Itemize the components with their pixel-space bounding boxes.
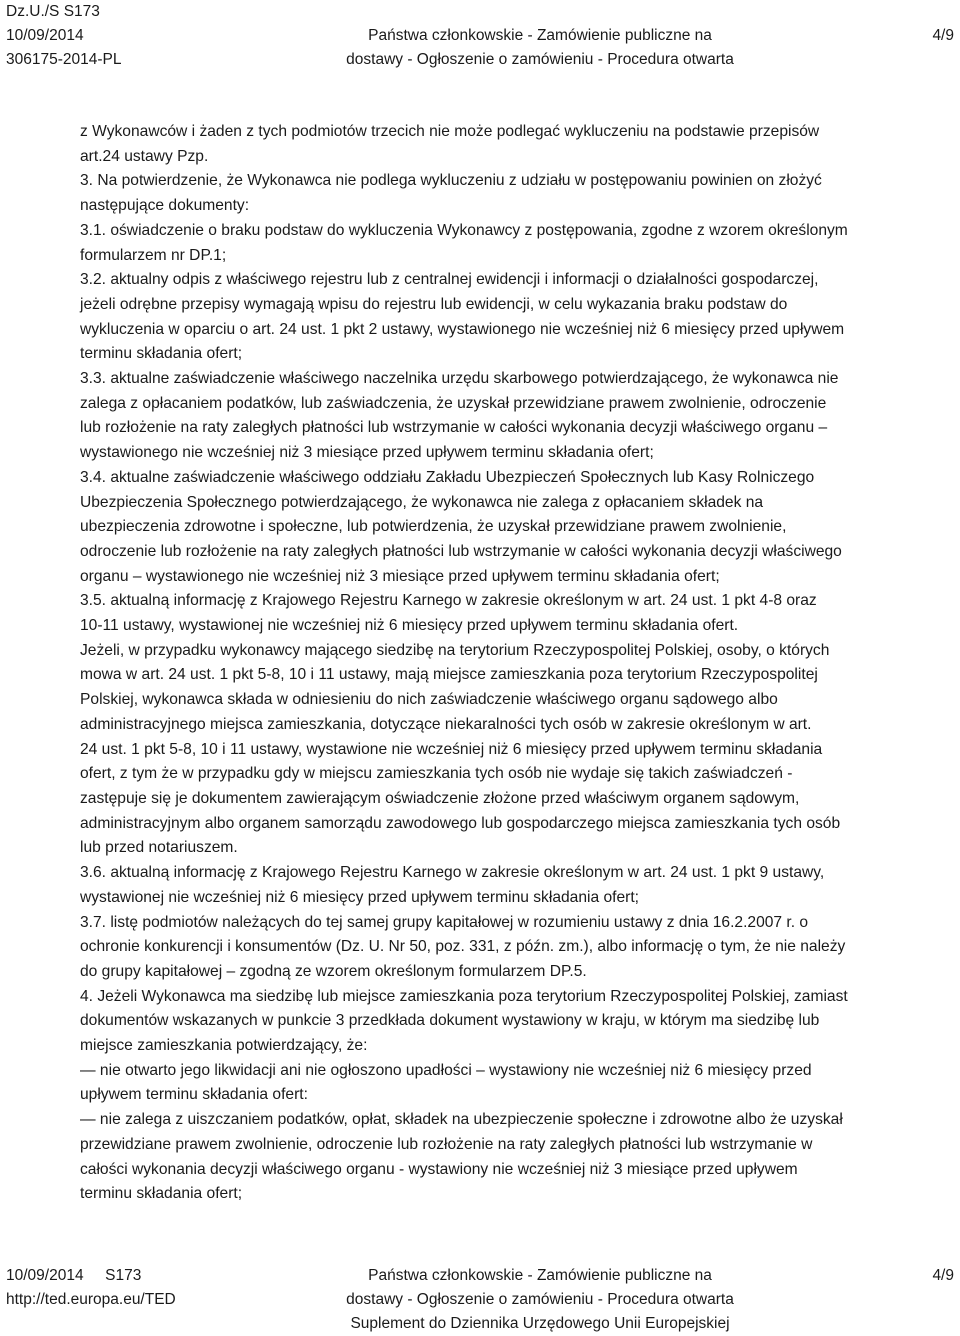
body-line: do grupy kapitałowej – zgodną ze wzorem określonym formularzem DP.5. — [80, 962, 587, 980]
body-line: wystawionego nie wcześniej niż 3 miesiące przed upływem terminu składania ofert; — [80, 444, 654, 462]
body-line: organu – wystawionego nie wcześniej niż 3 miesiące przed upływem terminu składania ofert; — [80, 567, 720, 585]
header-date: 10/09/2014 — [6, 27, 84, 44]
body-line: wystawionej nie wcześniej niż 6 miesięcy przed upływem terminu składania ofert; — [80, 888, 640, 906]
body-line: 24 ust. 1 pkt 5-8, 10 i 11 ustawy, wystawione nie wcześniej niż 6 miesięcy przed upływem terminu składania — [80, 740, 823, 758]
body-line: — nie zalega z uiszczaniem podatków, opłat, składek na ubezpieczenie społeczne i zdrowotne albo że uzyskał — [80, 1111, 843, 1129]
body-line: 4. Jeżeli Wykonawca ma siedzibę lub miejsce zamieszkania poza terytorium Rzeczypospolitej Polskiej, zamiast — [80, 987, 848, 1005]
body-line: Jeżeli, w przypadku wykonawcy mającego siedzibę na terytorium Rzeczypospolitej Polskiej, osoby, o których — [80, 641, 830, 659]
body-line: dokumentów wskazanych w punkcie 3 przedkłada dokument wystawiony w kraju, w którym ma siedzibę lub — [80, 1012, 820, 1030]
footer-title-line3: Suplement do Dziennika Urzędowego Unii Europejskiej — [350, 1315, 730, 1332]
body-line: terminu składania ofert; — [80, 345, 243, 363]
footer-date: 10/09/2014 — [6, 1267, 84, 1284]
footer-url[interactable]: http://ted.europa.eu/TED — [6, 1291, 176, 1308]
body-line: miejsce zamieszkania potwierdzający, że: — [80, 1037, 368, 1055]
body-line: przewidziane prawem zwolnienie, odroczenie lub rozłożenie na raty zaległych płatności lub wstrzymanie w — [80, 1135, 813, 1153]
document-body — [80, 120, 955, 1207]
footer-title-line2: dostawy - Ogłoszenie o zamówieniu - Procedura otwarta — [346, 1291, 734, 1308]
body-line: 10-11 ustawy, wystawionej nie wcześniej niż 6 miesięcy przed upływem terminu składania ofert. — [80, 617, 739, 635]
body-line: administracyjnym albo organem samorządu zawodowego lub gospodarczego miejsca zamieszkania tych osób — [80, 814, 841, 832]
body-line: następujące dokumenty: — [80, 197, 250, 215]
footer-title — [280, 1264, 800, 1336]
footer-left — [6, 1264, 176, 1312]
body-line: zastępuje się je dokumentem zawierającym oświadczenie złożone przed właściwym organem sądowym, — [80, 789, 800, 807]
header-ref: 306175-2014-PL — [6, 51, 122, 68]
body-line: 3.5. aktualną informację z Krajowego Rejestru Karnego w zakresie określonym w art. 24 ust. 1 pkt 4-8 oraz — [80, 592, 817, 610]
body-line: 3.1. oświadczenie o braku podstaw do wykluczenia Wykonawcy z postępowania, zgodne z wzorem określonym — [80, 221, 848, 239]
body-line: ochronie konkurencji i konsumentów (Dz. U. Nr 50, poz. 331, z późn. zm.), albo informację o tym, że nie należy — [80, 938, 846, 956]
body-line: 3. Na potwierdzenie, że Wykonawca nie podlega wykluczeniu z udziału w postępowaniu powinien on złożyć — [80, 172, 822, 190]
body-line: z Wykonawców i żaden z tych podmiotów trzecich nie może podlegać wykluczeniu na podstawie przepisów — [80, 123, 820, 140]
header-doc-id: Dz.U./S S173 — [6, 3, 100, 20]
body-line: jeżeli odrębne przepisy wymagają wpisu do rejestru lub ewidencji, w celu wykazania braku podstaw do — [80, 295, 788, 313]
header-left — [6, 0, 122, 72]
header-title-line1: Państwa członkowskie - Zamówienie publiczne na — [368, 27, 712, 44]
body-line: art.24 ustawy Pzp. — [80, 147, 209, 165]
body-line: całości wykonania decyzji właściwego organu - wystawiony nie wcześniej niż 3 miesiące przed upływem — [80, 1160, 798, 1178]
body-line: lub przed notariuszem. — [80, 839, 238, 857]
body-line: odroczenie lub rozłożenie na raty zaległych płatności lub wstrzymanie w całości wykonania decyzji właściwego — [80, 542, 842, 560]
body-line: zalega z opłacaniem podatków, lub zaświadczenia, że uzyskał przewidziane prawem zwolnienie, odroczenie — [80, 394, 827, 412]
body-line: 3.7. listę podmiotów należących do tej samej grupy kapitałowej w rozumieniu ustawy z dnia 16.2.2007 r. o — [80, 913, 809, 931]
header-title-line2: dostawy - Ogłoszenie o zamówieniu - Procedura otwarta — [346, 51, 734, 68]
body-line: mowa w art. 24 ust. 1 pkt 5-8, 10 i 11 ustawy, mają miejsce zamieszkania poza terytorium Rzeczypospolitej — [80, 666, 818, 684]
body-line: terminu składania ofert; — [80, 1185, 243, 1203]
body-line: 3.3. aktualne zaświadczenie właściwego naczelnika urzędu skarbowego potwierdzającego, że wykonawca nie — [80, 370, 839, 388]
footer-title-line1: Państwa członkowskie - Zamówienie publiczne na — [368, 1267, 712, 1284]
body-line: formularzem nr DP.1; — [80, 246, 227, 264]
body-line: administracyjnego miejsca zamieszkania, dotyczące niekaralności tych osób w zakresie określonym w art. — [80, 715, 812, 733]
body-line: ubezpieczenia zdrowotne i społeczne, lub potwierdzenia, że uzyskał przewidziane prawem zwolnienie, — [80, 518, 787, 536]
body-line: upływem terminu składania ofert: — [80, 1086, 308, 1104]
body-line: lub rozłożenie na raty zaległych płatności lub wstrzymanie w całości wykonania decyzji właściwego organu – — [80, 419, 828, 437]
body-line: Ubezpieczenia Społecznego potwierdzającego, że wykonawca nie zalega z opłacaniem składek na — [80, 493, 764, 511]
footer-page-number: 4/9 — [932, 1267, 954, 1284]
header-page-number: 4/9 — [932, 27, 954, 44]
body-line: 3.4. aktualne zaświadczenie właściwego oddziału Zakładu Ubezpieczeń Społecznych lub Kasy Rolniczego — [80, 468, 815, 486]
header-title — [280, 24, 800, 72]
body-line: ofert, z tym że w przypadku gdy w miejscu zamieszkania tych osób nie wydaje się takich zaświadczeń - — [80, 765, 793, 783]
body-line: — nie otwarto jego likwidacji ani nie ogłoszono upadłości – wystawiony nie wcześniej niż 6 miesięcy przed — [80, 1061, 812, 1079]
body-line: 3.6. aktualną informację z Krajowego Rejestru Karnego w zakresie określonym w art. 24 ust. 1 pkt 9 ustawy, — [80, 864, 825, 882]
body-line: 3.2. aktualny odpis z właściwego rejestru lub z centralnej ewidencji i informacji o działalności gospodarczej, — [80, 271, 819, 289]
footer-series: S173 — [105, 1267, 142, 1284]
body-line: wykluczenia w oparciu o art. 24 ust. 1 pkt 2 ustawy, wystawionego nie wcześniej niż 6 miesięcy przed upływem — [80, 320, 845, 338]
body-line: Polskiej, wykonawca składa w odniesieniu do nich zaświadczenie właściwego organu sądowego albo — [80, 691, 778, 709]
